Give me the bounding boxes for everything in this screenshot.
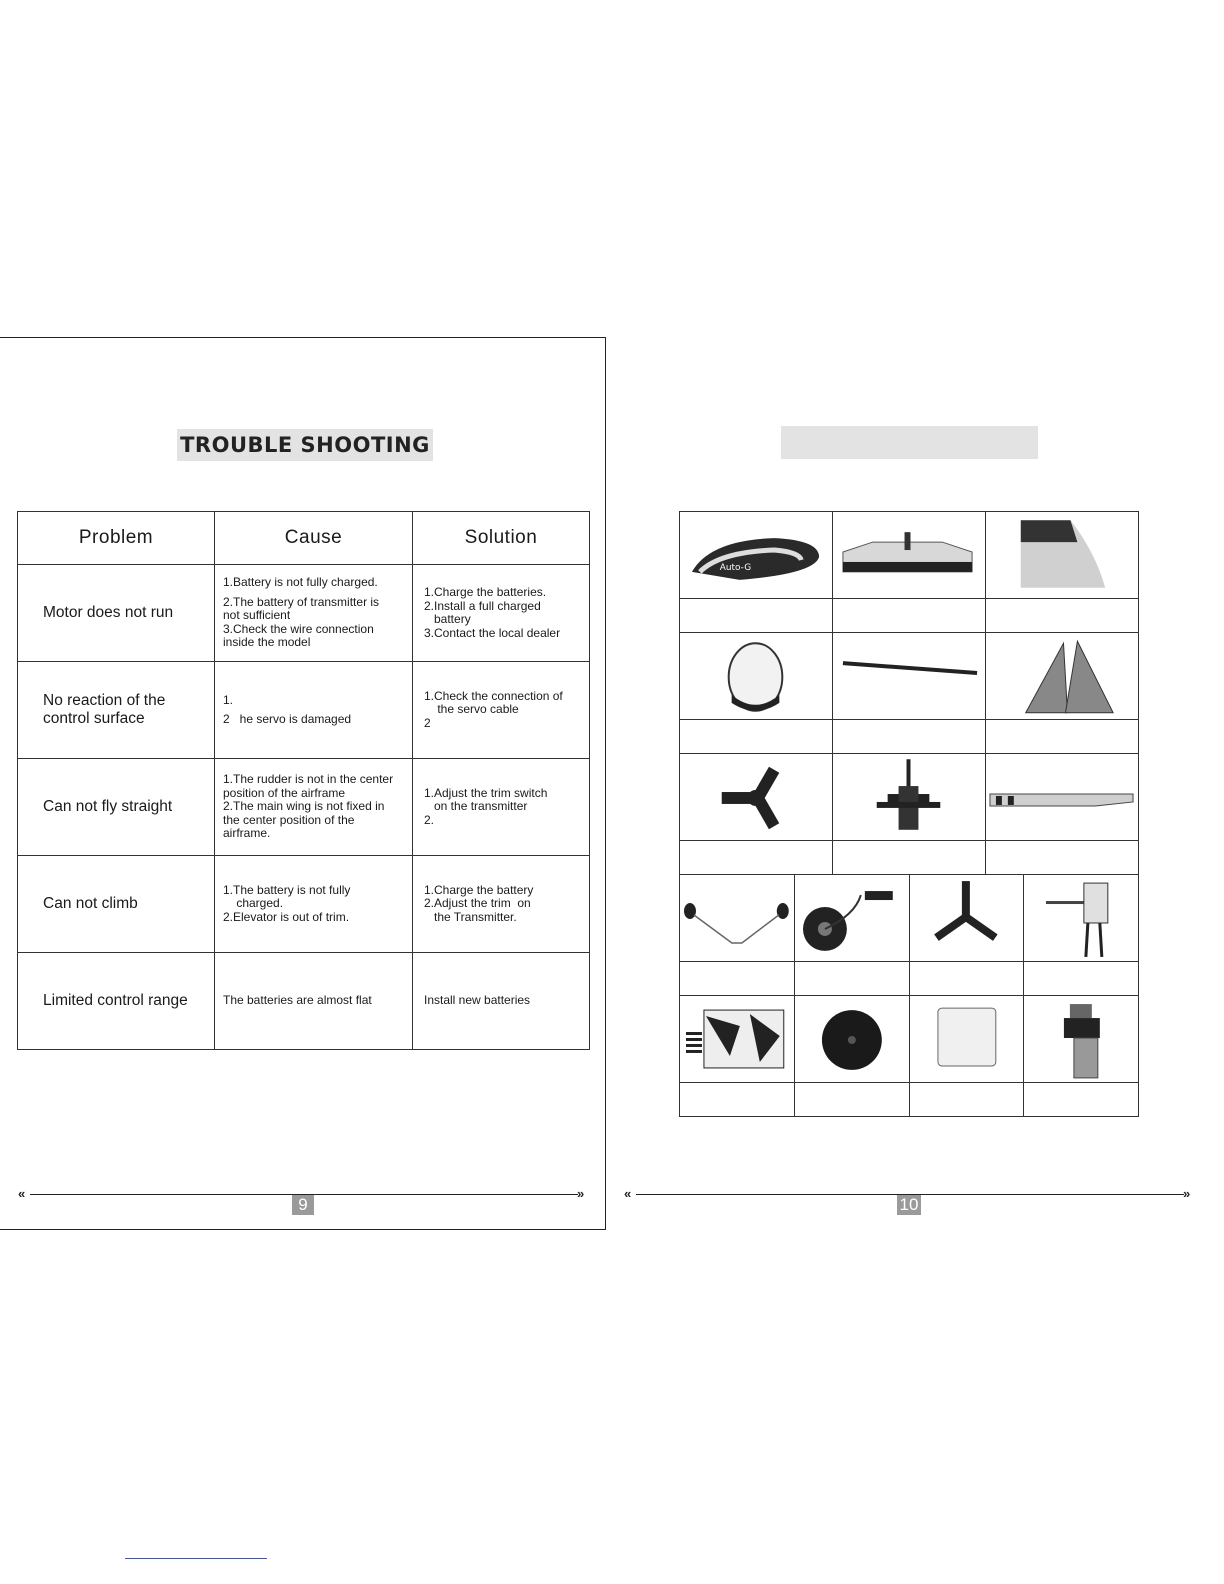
problem-cell [18,662,215,759]
page-number-left: 9 [292,1195,314,1215]
svg-text:Auto-G: Auto-G [719,562,752,573]
part-image-cell [833,512,986,599]
trouble-shooting-title: TROUBLE SHOOTING [177,429,433,461]
part-image-cell [794,996,909,1083]
cause-text: airframe. [223,826,271,841]
parts-list-title [781,426,1038,459]
solution-text: 2.Install a full charged [424,598,541,613]
part-label [909,962,1024,996]
cause-text: 2 he servo is damaged [223,712,352,726]
solution-cell [413,662,590,759]
page-number-right: 10 [897,1195,921,1215]
motor-mount-icon [833,754,985,840]
tail-wheel-icon [795,875,909,961]
cause-text: 1.The battery is not fully [223,882,351,897]
header-cause: Cause [215,512,413,565]
cause-text: 1.The rudder is not in the center [223,772,394,787]
part-image-cell [680,996,795,1083]
part-label [1024,1083,1139,1117]
vertical-fin-icon [986,512,1138,598]
header-problem: Problem [18,512,215,565]
solution-text: 1.Adjust the trim switch [424,785,548,800]
solution-text: Install new batteries [424,993,531,1008]
solution-cell [413,759,590,856]
parts-image-row [680,875,1139,962]
solution-text: 1.Charge the batteries. [424,585,547,599]
cause-cell [215,565,413,662]
part-label [794,962,909,996]
problem-text: Limited control range [43,992,188,1009]
part-label [833,841,986,875]
part-image-cell [1024,875,1139,962]
parts-label-row [680,1083,1139,1117]
part-label [680,720,833,754]
part-image-cell [909,875,1024,962]
cause-text: 1.Battery is not fully charged. [223,575,378,590]
parts-grid-three-column [679,511,1139,875]
parts-image-row [680,633,1139,720]
part-label [986,841,1139,875]
table-row [18,953,590,1050]
footer-arrow-left-icon: « [624,1186,632,1201]
hyperlink-underline[interactable] [125,1558,267,1559]
parts-label-row [680,841,1139,875]
pushrod-icon [833,633,985,719]
cause-text: The batteries are almost flat [223,993,372,1008]
part-label [680,599,833,633]
servo-bracket-icon [986,633,1138,719]
header-solution: Solution [413,512,590,565]
footer-arrow-left-icon: « [18,1186,26,1201]
part-image-cell [680,633,833,720]
problem-text: Can not fly straight [43,798,173,815]
cause-cell [215,953,413,1050]
part-image-cell [833,633,986,720]
cause-text: not sufficient [223,608,291,623]
footer-arrow-right-icon: » [577,1186,585,1201]
three-blade-propeller-icon [910,875,1024,961]
solution-cell [413,856,590,953]
motor-assembly-icon [1024,875,1138,961]
solution-cell [413,565,590,662]
cause-text: 2.The battery of transmitter is [223,594,380,609]
part-label [1024,962,1139,996]
solution-text: on the transmitter [424,799,528,814]
parts-label-row [680,720,1139,754]
parts-label-row [680,962,1139,996]
part-label [833,599,986,633]
parts-label-row [680,599,1139,633]
cause-text: charged. [223,896,284,911]
landing-gear-icon [680,875,794,961]
cause-text: position of the airframe [223,785,346,800]
part-label [680,841,833,875]
parts-grid-four-column [679,874,1139,1117]
parts-image-row [680,754,1139,841]
part-image-cell [833,754,986,841]
wing-icon [986,754,1138,840]
problem-cell [18,953,215,1050]
wheel-icon [795,996,909,1082]
solution-text: the Transmitter. [424,909,517,924]
battery-pack-icon [910,996,1024,1082]
cause-text: 3.Check the wire connection [223,621,374,636]
spinner-icon [680,633,832,719]
part-label [833,720,986,754]
cause-text: the center position of the [223,812,355,827]
propeller-hub-icon [680,754,832,840]
part-label [986,720,1139,754]
problem-cell [18,759,215,856]
problem-text: control surface [43,710,145,727]
part-image-cell [794,875,909,962]
table-row [18,565,590,662]
part-image-cell [986,512,1139,599]
gearbox-motor-icon [1024,996,1138,1082]
cause-text: inside the model [223,635,311,650]
problem-cell [18,856,215,953]
part-label [794,1083,909,1117]
part-label [680,962,795,996]
solution-text: battery [424,612,471,626]
problem-text: Can not climb [43,895,138,912]
part-label [680,1083,795,1117]
horizontal-stabilizer-icon [833,512,985,598]
solution-text: the servo cable [424,702,519,717]
solution-text: 1.Check the connection of [424,688,563,703]
part-image-cell [680,754,833,841]
canopy-icon [680,512,832,598]
part-image-cell [909,996,1024,1083]
cause-text: 2.The main wing is not fixed in [223,799,385,814]
solution-text: 2. [424,812,435,827]
part-image-cell [680,512,833,599]
part-image-cell [986,633,1139,720]
parts-image-row [680,996,1139,1083]
part-label [909,1083,1024,1117]
table-row [18,759,590,856]
table-row [18,662,590,759]
problem-text: No reaction of the [43,692,166,709]
parts-image-row [680,512,1139,599]
trouble-shooting-table [17,511,590,1050]
cause-text: 1. [223,692,234,707]
cause-cell [215,759,413,856]
table-row [18,856,590,953]
part-image-cell [680,875,795,962]
part-label [986,599,1139,633]
problem-cell [18,565,215,662]
solution-text: 2.Adjust the trim on [424,896,531,911]
solution-text: 2 [424,715,431,730]
solution-text: 1.Charge the battery [424,882,534,897]
table-header-row [18,512,590,565]
problem-text: Motor does not run [43,604,174,621]
cause-cell [215,662,413,759]
cause-text: 2.Elevator is out of trim. [223,909,350,924]
part-image-cell [1024,996,1139,1083]
footer-arrow-right-icon: » [1183,1186,1191,1201]
solution-cell [413,953,590,1050]
cause-cell [215,856,413,953]
solution-text: 3.Contact the local dealer [424,625,561,640]
part-image-cell [986,754,1139,841]
decal-sheet-icon [680,996,794,1082]
